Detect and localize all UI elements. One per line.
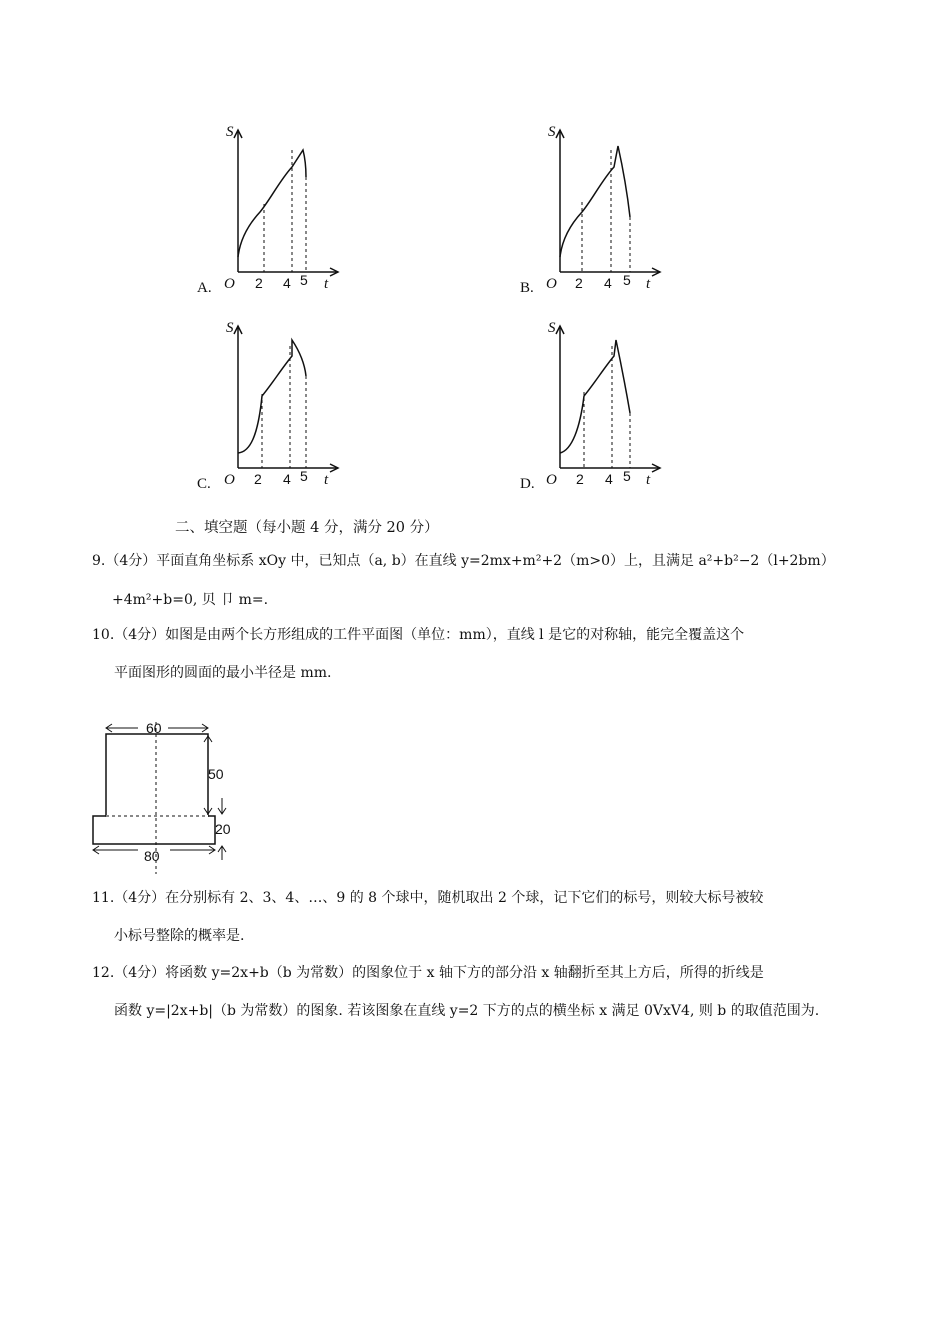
- tick-2: 2: [255, 275, 263, 291]
- s-axis-label: S: [226, 320, 234, 336]
- s-axis-label: S: [548, 320, 556, 336]
- t-axis-label: t: [646, 276, 651, 292]
- option-c-graph: [220, 318, 420, 498]
- question-11-line-2: 小标号整除的概率是.: [114, 928, 245, 944]
- option-d-graph: [542, 318, 742, 498]
- dim-top-width: 60: [146, 720, 162, 736]
- origin-label: O: [224, 276, 235, 292]
- section-heading: 二、填空题（每小题 4 分，满分 20 分）: [175, 520, 439, 536]
- t-axis-label: t: [324, 472, 329, 488]
- tick-4: 4: [605, 471, 613, 487]
- option-b-graph: [542, 122, 742, 302]
- dim-lower-height: 20: [215, 821, 231, 837]
- tick-2: 2: [576, 471, 584, 487]
- option-b-label: B.: [520, 280, 534, 296]
- origin-label: O: [546, 472, 557, 488]
- dim-bottom-width: 80: [144, 848, 160, 864]
- question-12-line-1: 12.（4分）将函数 y=2x+b（b 为常数）的图象位于 x 轴下方的部分沿 x 轴翻折至其上方后，所得的折线是: [92, 965, 764, 981]
- s-axis-label: S: [226, 124, 234, 140]
- tick-4: 4: [283, 275, 291, 291]
- tick-5: 5: [623, 272, 631, 288]
- question-12-line-2: 函数 y=|2x+b|（b 为常数）的图象. 若该图象在直线 y=2 下方的点的横坐标 x 满足 0VxV4, 则 b 的取值范围为.: [114, 1003, 820, 1019]
- question-11-line-1: 11.（4分）在分别标有 2、3、4、…、9 的 8 个球中，随机取出 2 个球，记下它们的标号，则较大标号被较: [92, 890, 764, 906]
- question-9-line-1: 9.（4分）平面直角坐标系 xOy 中，已知点（a, b）在直线 y=2mx+m²+2（m>0）上，且满足 a²+b²−2（l+2bm）: [92, 553, 835, 569]
- option-a-graph: [220, 122, 420, 302]
- tick-4: 4: [283, 471, 291, 487]
- question-10-figure: [88, 716, 248, 876]
- dim-upper-height: 50: [208, 766, 224, 782]
- tick-2: 2: [575, 275, 583, 291]
- t-axis-label: t: [324, 276, 329, 292]
- tick-2: 2: [254, 471, 262, 487]
- t-axis-label: t: [646, 472, 651, 488]
- tick-5: 5: [300, 468, 308, 484]
- origin-label: O: [546, 276, 557, 292]
- question-9-line-2: +4m²+b=0, 贝 卩 m=.: [112, 592, 269, 608]
- origin-label: O: [224, 472, 235, 488]
- question-10-line-2: 平面图形的圆面的最小半径是 mm.: [114, 665, 332, 681]
- tick-5: 5: [300, 272, 308, 288]
- question-10-line-1: 10.（4分）如图是由两个长方形组成的工件平面图（单位：mm），直线 l 是它的对称轴，能完全覆盖这个: [92, 627, 745, 643]
- option-c-label: C.: [197, 476, 211, 492]
- option-d-label: D.: [520, 476, 535, 492]
- option-a-label: A.: [197, 280, 212, 296]
- tick-4: 4: [604, 275, 612, 291]
- tick-5: 5: [623, 468, 631, 484]
- s-axis-label: S: [548, 124, 556, 140]
